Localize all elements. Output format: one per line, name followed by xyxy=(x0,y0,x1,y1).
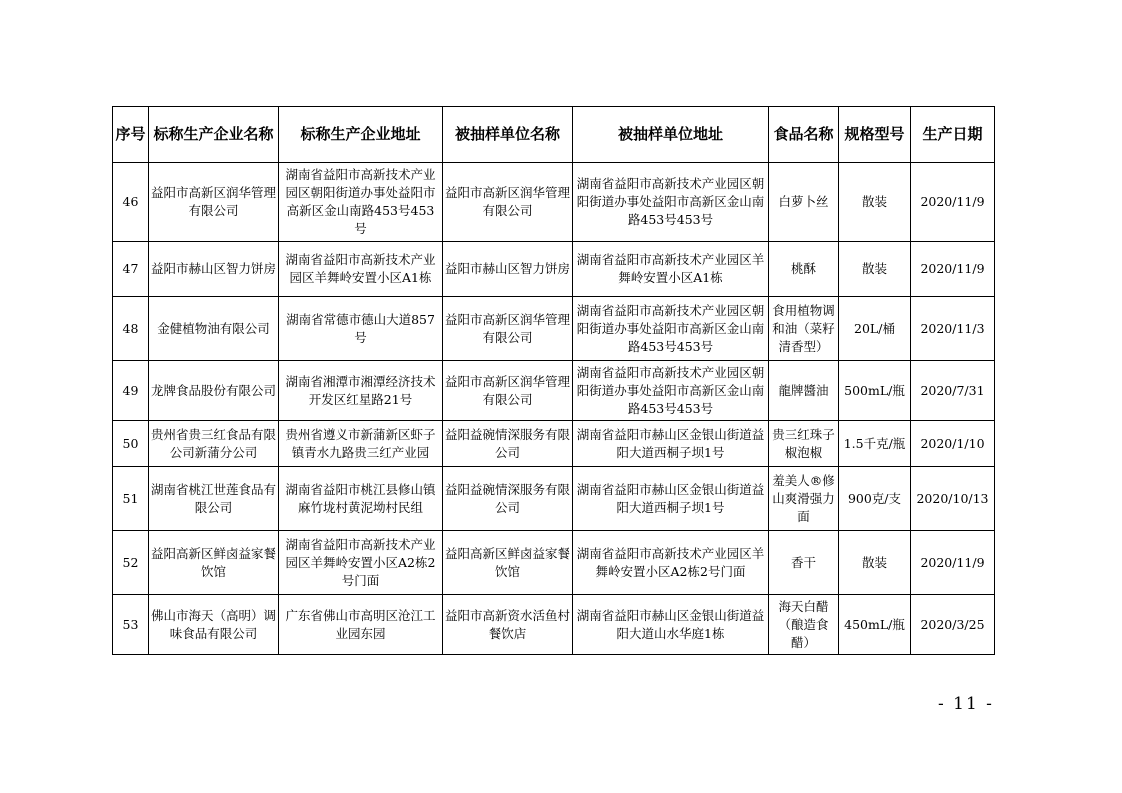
cell-sampled-unit-address: 湖南省益阳市高新技术产业园区羊舞岭安置小区A2栋2号门面 xyxy=(573,531,769,595)
cell-production-date: 2020/11/9 xyxy=(911,242,995,297)
cell-production-date: 2020/7/31 xyxy=(911,361,995,421)
cell-index: 50 xyxy=(113,421,149,467)
cell-sampled-unit-address: 湖南省益阳市高新技术产业园区朝阳街道办事处益阳市高新区金山南路453号453号 xyxy=(573,361,769,421)
cell-production-date: 2020/3/25 xyxy=(911,595,995,655)
header-cell-sampled-unit-name: 被抽样单位名称 xyxy=(443,107,573,163)
sample-table xyxy=(112,106,995,655)
header-cell-sampled-unit-address: 被抽样单位地址 xyxy=(573,107,769,163)
header-cell-food-name: 食品名称 xyxy=(769,107,839,163)
table-row xyxy=(113,163,995,242)
cell-producer-address: 湖南省益阳市高新技术产业园区羊舞岭安置小区A2栋2号门面 xyxy=(279,531,443,595)
header-cell-production-date: 生产日期 xyxy=(911,107,995,163)
cell-production-date: 2020/11/9 xyxy=(911,163,995,242)
cell-food-name: 羞美人®修山爽滑强力面 xyxy=(769,467,839,531)
cell-index: 51 xyxy=(113,467,149,531)
cell-sampled-unit-address: 湖南省益阳市高新技术产业园区朝阳街道办事处益阳市高新区金山南路453号453号 xyxy=(573,297,769,361)
cell-sampled-unit-name: 益阳益碗情深服务有限公司 xyxy=(443,467,573,531)
cell-food-name: 海天白醋（酿造食醋） xyxy=(769,595,839,655)
cell-producer-address: 贵州省遵义市新蒲新区虾子镇青水九路贵三红产业园 xyxy=(279,421,443,467)
cell-sampled-unit-address: 湖南省益阳市高新技术产业园区羊舞岭安置小区A1栋 xyxy=(573,242,769,297)
cell-producer-name: 益阳高新区鲜卤益家餐饮馆 xyxy=(149,531,279,595)
cell-sampled-unit-name: 益阳市高新区润华管理有限公司 xyxy=(443,297,573,361)
cell-spec: 1.5千克/瓶 xyxy=(839,421,911,467)
cell-spec: 散装 xyxy=(839,163,911,242)
table-row xyxy=(113,242,995,297)
cell-index: 47 xyxy=(113,242,149,297)
cell-sampled-unit-name: 益阳市高新资水活鱼村餐饮店 xyxy=(443,595,573,655)
cell-production-date: 2020/1/10 xyxy=(911,421,995,467)
cell-food-name: 白萝卜丝 xyxy=(769,163,839,242)
cell-sampled-unit-address: 湖南省益阳市赫山区金银山街道益阳大道西桐子坝1号 xyxy=(573,467,769,531)
cell-producer-address: 湖南省常德市德山大道857号 xyxy=(279,297,443,361)
cell-food-name: 贵三红珠子椒泡椒 xyxy=(769,421,839,467)
sample-table-container xyxy=(112,106,995,655)
cell-producer-name: 金健植物油有限公司 xyxy=(149,297,279,361)
cell-producer-name: 贵州省贵三红食品有限公司新蒲分公司 xyxy=(149,421,279,467)
header-cell-producer-address: 标称生产企业地址 xyxy=(279,107,443,163)
cell-spec: 散装 xyxy=(839,531,911,595)
cell-sampled-unit-address: 湖南省益阳市赫山区金银山街道益阳大道西桐子坝1号 xyxy=(573,421,769,467)
cell-index: 52 xyxy=(113,531,149,595)
cell-sampled-unit-name: 益阳市高新区润华管理有限公司 xyxy=(443,163,573,242)
cell-production-date: 2020/10/13 xyxy=(911,467,995,531)
header-row xyxy=(113,107,995,163)
cell-producer-name: 湖南省桃江世莲食品有限公司 xyxy=(149,467,279,531)
cell-food-name: 桃酥 xyxy=(769,242,839,297)
table-row xyxy=(113,297,995,361)
cell-sampled-unit-name: 益阳高新区鲜卤益家餐饮馆 xyxy=(443,531,573,595)
cell-sampled-unit-name: 益阳市赫山区智力饼房 xyxy=(443,242,573,297)
cell-spec: 散装 xyxy=(839,242,911,297)
cell-producer-address: 湖南省湘潭市湘潭经济技术开发区红星路21号 xyxy=(279,361,443,421)
cell-index: 49 xyxy=(113,361,149,421)
cell-producer-address: 湖南省益阳市高新技术产业园区朝阳街道办事处益阳市高新区金山南路453号453号 xyxy=(279,163,443,242)
cell-producer-name: 佛山市海天（高明）调味食品有限公司 xyxy=(149,595,279,655)
cell-production-date: 2020/11/9 xyxy=(911,531,995,595)
table-row xyxy=(113,361,995,421)
cell-producer-address: 广东省佛山市高明区沧江工业园东园 xyxy=(279,595,443,655)
cell-sampled-unit-name: 益阳益碗情深服务有限公司 xyxy=(443,421,573,467)
cell-production-date: 2020/11/3 xyxy=(911,297,995,361)
header-cell-producer-name: 标称生产企业名称 xyxy=(149,107,279,163)
cell-index: 48 xyxy=(113,297,149,361)
table-row xyxy=(113,467,995,531)
cell-spec: 500mL/瓶 xyxy=(839,361,911,421)
cell-sampled-unit-name: 益阳市高新区润华管理有限公司 xyxy=(443,361,573,421)
cell-food-name: 食用植物调和油（菜籽清香型） xyxy=(769,297,839,361)
table-row xyxy=(113,595,995,655)
cell-sampled-unit-address: 湖南省益阳市赫山区金银山街道益阳大道山水华庭1栋 xyxy=(573,595,769,655)
cell-producer-name: 益阳市高新区润华管理有限公司 xyxy=(149,163,279,242)
table-row xyxy=(113,421,995,467)
cell-spec: 450mL/瓶 xyxy=(839,595,911,655)
cell-index: 46 xyxy=(113,163,149,242)
page-number: - 11 - xyxy=(938,694,994,714)
cell-producer-address: 湖南省益阳市高新技术产业园区羊舞岭安置小区A1栋 xyxy=(279,242,443,297)
cell-producer-name: 益阳市赫山区智力饼房 xyxy=(149,242,279,297)
cell-food-name: 香干 xyxy=(769,531,839,595)
cell-spec: 20L/桶 xyxy=(839,297,911,361)
cell-food-name: 龍牌醬油 xyxy=(769,361,839,421)
header-cell-spec: 规格型号 xyxy=(839,107,911,163)
cell-producer-name: 龙牌食品股份有限公司 xyxy=(149,361,279,421)
cell-index: 53 xyxy=(113,595,149,655)
table-row xyxy=(113,531,995,595)
header-cell-index: 序号 xyxy=(113,107,149,163)
cell-spec: 900克/支 xyxy=(839,467,911,531)
cell-producer-address: 湖南省益阳市桃江县修山镇麻竹垅村黄泥坳村民组 xyxy=(279,467,443,531)
cell-sampled-unit-address: 湖南省益阳市高新技术产业园区朝阳街道办事处益阳市高新区金山南路453号453号 xyxy=(573,163,769,242)
